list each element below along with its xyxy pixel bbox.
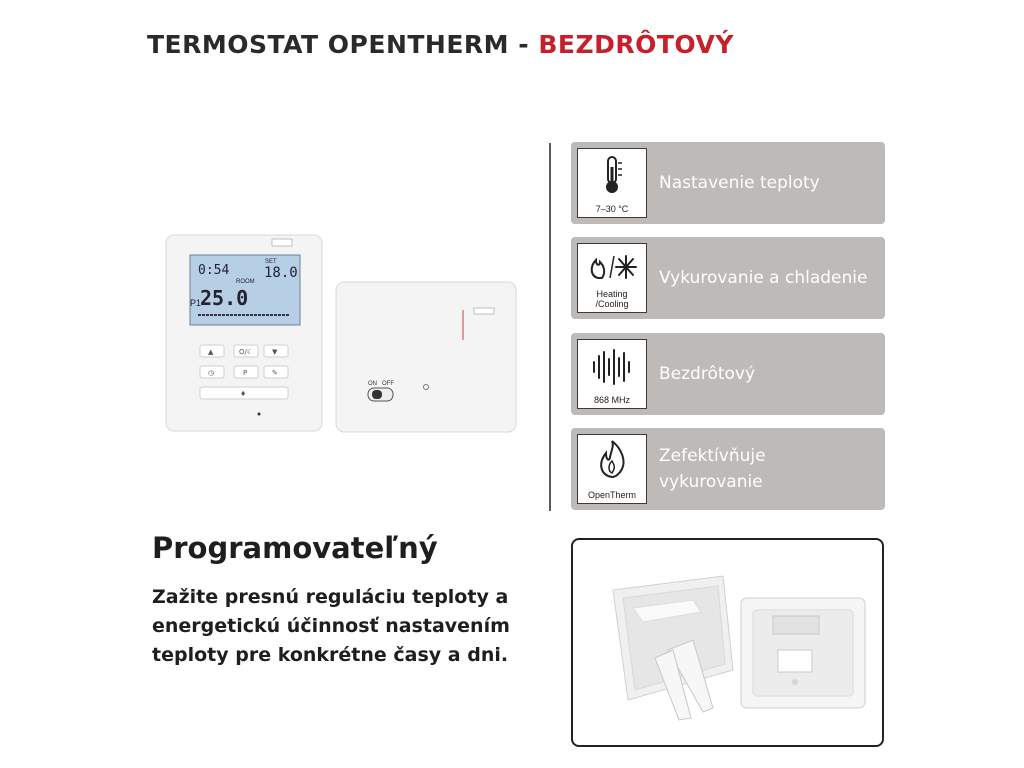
- title-accent: BEZDRÔTOVÝ: [538, 30, 734, 59]
- down-arrow-icon: ▼: [272, 348, 278, 356]
- lcd-room-label: ROOM: [236, 279, 255, 285]
- switch-off-label: OFF: [382, 381, 394, 387]
- feature-icon-box: [577, 434, 647, 504]
- feature-card-temperature: [571, 142, 885, 224]
- wireless-signal-icon: [578, 344, 646, 388]
- receiver-badge: [474, 308, 494, 314]
- description-line: energetickú účinnosť nastavením: [152, 615, 510, 637]
- feature-label: Vykurovanie a chladenie: [659, 268, 868, 288]
- thermostat-set-illustration: [160, 230, 530, 435]
- feature-icon-caption: 7–30 °C: [595, 204, 629, 214]
- feature-label: Nastavenie teploty: [659, 173, 820, 193]
- p-icon: P: [243, 369, 248, 377]
- lcd-program-label: P1: [190, 298, 202, 308]
- feature-icon-caption: OpenTherm: [587, 490, 637, 500]
- feature-icon-box: [577, 339, 647, 409]
- switch-on-label: ON: [368, 381, 377, 387]
- bulb-icon: ♦: [240, 390, 247, 398]
- feature-icon-box: [577, 243, 647, 313]
- description-line: teploty pre konkrétne časy a dni.: [152, 644, 509, 666]
- section-heading: Programovateľný: [152, 531, 438, 565]
- feature-icon-box: [577, 148, 647, 218]
- thermometer-icon: [578, 153, 646, 197]
- lcd-room-value: 25.0: [200, 286, 249, 310]
- up-arrow-icon: ▲: [208, 348, 214, 356]
- stand-and-backplate-illustration: [573, 540, 882, 745]
- product-back-photo: [571, 538, 884, 747]
- feature-icon-caption: Heating /Cooling: [595, 289, 629, 309]
- feature-label: Zefektívňuje vykurovanie: [659, 446, 766, 492]
- description-line: Zažite presnú reguláciu teploty a: [152, 586, 509, 608]
- feature-icon-caption: 868 MHz: [593, 395, 630, 405]
- heating-cooling-icon: [578, 248, 646, 286]
- receiver-body: [336, 282, 516, 432]
- lcd-set-label: SET: [265, 259, 277, 265]
- status-led: [258, 413, 261, 416]
- feature-card-opentherm: [571, 428, 885, 510]
- power-switch-knob: [372, 390, 382, 399]
- lcd-time: 0:54: [198, 263, 230, 278]
- feature-card-wireless: [571, 333, 885, 415]
- vertical-divider: [549, 143, 551, 511]
- pencil-icon: ✎: [272, 369, 278, 377]
- lcd-set-value: 18.0: [264, 265, 298, 281]
- section-description: [152, 583, 542, 670]
- product-image: [160, 230, 530, 439]
- feature-label: Bezdrôtový: [659, 364, 756, 384]
- page-title: [147, 30, 734, 59]
- feature-card-heating-cooling: [571, 237, 885, 319]
- clock-icon: ◷: [208, 369, 215, 377]
- opentherm-flame-icon: [578, 439, 646, 483]
- mode-icon: O/☾: [239, 348, 254, 356]
- brand-badge: [272, 239, 292, 246]
- title-main: TERMOSTAT OPENTHERM -: [147, 30, 539, 59]
